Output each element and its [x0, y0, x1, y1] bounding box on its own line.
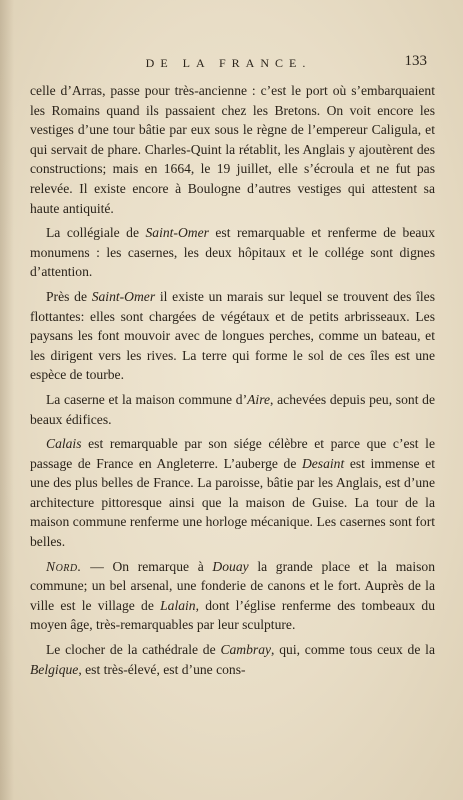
page-header	[30, 53, 439, 78]
text-run: celle d’Arras, passe pour très-ancienne : c’est le port où s’embarquaient les Romains quand ils passaient chez les Bretons. On voit encore les vestiges d’une tour bâtie par eux sous le règne de l’empereur Caligula, et qui servait de phare. Charles-Quint la rétablit, les Anglais y ajoutèrent des constructions; mais en 1664, le 19 juillet, elle s’écroula et ne fut pas relevée. Il existe encore à Boulogne d’autres vestiges qui attestent sa haute antiquité.	[30, 83, 435, 216]
text-run: est remarquable et renferme de beaux monumens : les casernes, les deux hôpitaux et le collége sont dignes d’attention.	[30, 225, 435, 280]
paragraph-aire	[30, 390, 435, 429]
place-name: Douay	[212, 558, 249, 574]
place-name: Desaint	[301, 455, 345, 471]
place-name: Saint-Omer	[91, 288, 156, 304]
paragraph-arras-boulogne	[30, 81, 435, 218]
text-run: est immense et une des plus belles de France. La paroisse, bâtie par les Anglais, est d’une architecture pittoresque ainsi que la maison de Guise. La tour de la maison commune renferme une horloge mécanique. Les casernes sont fort belles.	[30, 455, 435, 550]
text-run: Le clocher de la cathédrale de	[46, 642, 221, 658]
paragraph-calais	[30, 434, 435, 552]
text-run: — On remarque à	[81, 558, 213, 574]
place-name: Calais	[46, 436, 82, 452]
text-run: La collégiale de	[46, 225, 146, 241]
paragraph-nord-douay	[30, 557, 435, 635]
place-name: Belgique	[30, 661, 79, 677]
place-name: Saint-Omer	[145, 225, 209, 241]
paragraph-saint-omer-collegiale	[30, 223, 435, 282]
section-heading: Nord.	[46, 558, 82, 574]
place-name: Lalain	[160, 597, 196, 613]
text-run: , est très-élevé, est d’une cons-	[78, 661, 246, 677]
body-text	[30, 81, 435, 684]
text-run: La caserne et la maison commune d’	[46, 391, 248, 407]
page-number: 133	[404, 53, 427, 69]
place-name: Aire	[247, 391, 271, 407]
paragraph-cambray	[30, 640, 435, 679]
text-run: la grande place et la maison commune; un bel arsenal, une fonderie de canons et le fort. Auprès de la ville est le village de	[30, 558, 436, 613]
text-run: est remarquable par son siége célèbre et parce que c’est le passage de France en Angleterre. L’auberge de	[30, 436, 435, 471]
text-run: il existe un marais sur lequel se trouvent des îles flottantes: elles sont chargées de végétaux et de petits arbrisseaux. Les paysans les font mouvoir avec de longues perches, comme un bateau, et les dirigent vers les rives. La terre qui forme le sol de ces îles est une espèce de tourbe.	[30, 288, 435, 383]
text-run: , dont l’église renferme des tombeaux du moyen âge, très-remarquables par leur sculpture.	[30, 597, 435, 633]
text-run: , qui, comme tous ceux de la	[271, 642, 435, 658]
paragraph-floating-islands	[30, 287, 435, 385]
text-run: Près de	[46, 288, 92, 304]
text-run: , achevées depuis peu, sont de beaux édifices.	[30, 391, 436, 427]
place-name: Cambray	[220, 642, 272, 658]
running-head: DE LA FRANCE.	[145, 56, 312, 70]
